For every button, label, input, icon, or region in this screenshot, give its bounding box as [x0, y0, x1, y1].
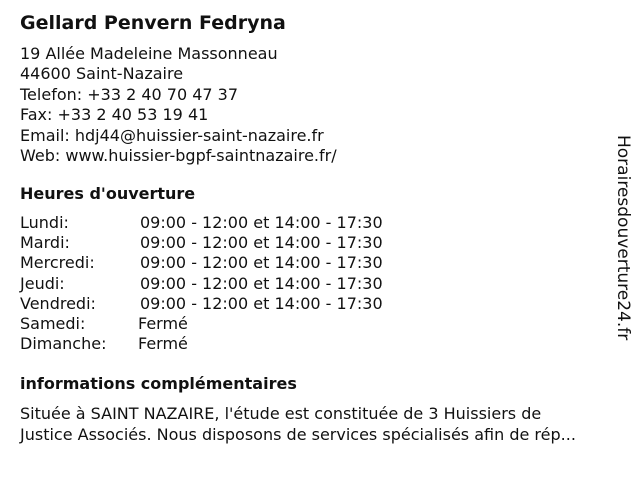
description-line: Justice Associés. Nous disposons de services spécialisés afin de rép... — [20, 424, 576, 444]
website-address: Web: www.huissier-bgpf-saintnazaire.fr/ — [20, 145, 337, 165]
site-watermark: Horairesdouverture24.fr — [613, 135, 633, 341]
fax-number: Fax: +33 2 40 53 19 41 — [20, 105, 209, 125]
hours-row-wednesday — [20, 253, 383, 273]
day-label: Samedi: — [20, 313, 86, 333]
day-hours: Fermé — [138, 334, 188, 354]
contact-block — [20, 44, 337, 166]
day-label: Vendredi: — [20, 293, 96, 313]
day-hours: 09:00 - 12:00 et 14:00 - 17:30 — [140, 253, 383, 273]
hours-row-monday — [20, 213, 383, 233]
address-city: 44600 Saint-Nazaire — [20, 64, 184, 84]
hours-row-saturday — [20, 313, 188, 334]
day-hours: 09:00 - 12:00 et 14:00 - 17:30 — [140, 233, 383, 253]
hours-row-friday — [20, 293, 383, 314]
day-label: Jeudi: — [20, 273, 65, 293]
address-street: 19 Allée Madeleine Massonneau — [20, 44, 278, 63]
opening-hours-table — [20, 213, 383, 354]
business-name: Gellard Penvern Fedryna — [20, 12, 286, 34]
day-hours: 09:00 - 12:00 et 14:00 - 17:30 — [140, 213, 383, 232]
day-label: Lundi: — [20, 213, 69, 232]
day-hours: 09:00 - 12:00 et 14:00 - 17:30 — [140, 273, 383, 293]
hours-row-sunday — [20, 334, 188, 354]
additional-info-text — [20, 404, 630, 445]
additional-info-heading: informations complémentaires — [20, 374, 297, 393]
description-line: Située à SAINT NAZAIRE, l'étude est constituée de 3 Huissiers de — [20, 404, 542, 423]
day-hours: Fermé — [138, 313, 188, 333]
day-hours: 09:00 - 12:00 et 14:00 - 17:30 — [140, 293, 383, 313]
day-label: Dimanche: — [20, 334, 107, 354]
hours-row-thursday — [20, 273, 383, 294]
email-address: Email: hdj44@huissier-saint-nazaire.fr — [20, 125, 324, 145]
day-label: Mardi: — [20, 233, 70, 253]
opening-hours-heading: Heures d'ouverture — [20, 184, 196, 203]
hours-row-tuesday — [20, 233, 383, 253]
day-label: Mercredi: — [20, 253, 95, 273]
phone-number: Telefon: +33 2 40 70 47 37 — [20, 84, 239, 104]
